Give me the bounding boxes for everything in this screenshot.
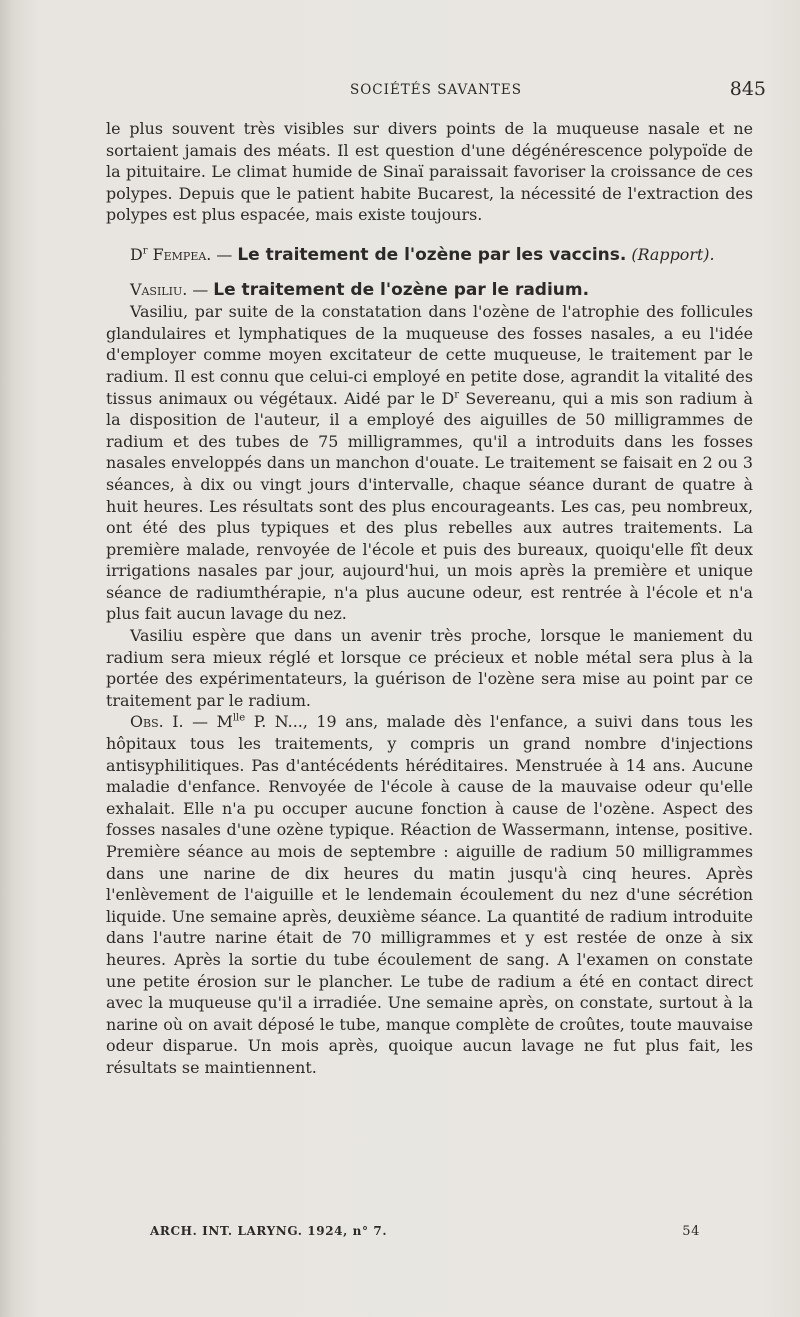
heading-title: Le traitement de l'ozène par les vaccins. bbox=[237, 244, 627, 265]
paragraph-text: Vasiliu, par suite de la constatation dans l'ozène de l'atrophie des follicules glandulaires et lymphatiques de la muqueuse des fosses nasales, a eu l'idée d'employer comme moyen excitateur de cette muqueuse, le traitement par le radium. Il est connu que celui-ci employé en petite dose, agrandit la vitalité des tissus animaux ou végétaux. Aidé par le D bbox=[106, 302, 753, 408]
obs-number: I. — M bbox=[163, 712, 233, 732]
heading-title: Le traitement de l'ozène par le radium. bbox=[213, 279, 590, 300]
heading-author-prefix: D bbox=[130, 244, 143, 264]
heading-dash: — bbox=[211, 244, 238, 264]
section-heading-fempea bbox=[106, 244, 753, 267]
page-number: 845 bbox=[729, 78, 766, 100]
footer bbox=[150, 1222, 700, 1244]
journal-reference: ARCH. INT. LARYNG. 1924, n° 7. bbox=[150, 1224, 388, 1238]
heading-author-name: Vasiliu. bbox=[130, 279, 188, 299]
intro-paragraph: le plus souvent très visibles sur divers points de la muqueuse nasale et ne sortaient jamais des méats. Il est question d'une dégénérescence polypoïde de la pituitaire. Le climat humide de Sinaï paraissait favoriser la croissance de ces polypes. Depuis que le patient habite Bucarest, la nécessité de l'extraction des polypes est plus espacée, mais existe toujours. bbox=[106, 119, 753, 225]
observation-paragraph bbox=[106, 711, 753, 1078]
obs-label: Obs. bbox=[130, 712, 164, 732]
superscript: r bbox=[454, 389, 459, 401]
obs-superscript: lle bbox=[232, 713, 246, 725]
signature-number: 54 bbox=[682, 1224, 700, 1239]
running-head bbox=[106, 78, 766, 102]
heading-dash: — bbox=[187, 279, 214, 299]
paragraph-text: Severeanu, qui a mis son radium à la disposition de l'auteur, il a employé des aiguilles de 50 milligrammes de radium et des tubes de 75 milligrammes, qu'il a introduits dans les fosses nasales enveloppés dans un manchon d'ouate. Le traitement se faisait en 2 ou 3 séances, à dix ou vingt jours d'intervalle, chaque séance durant de quatre à huit heures. Les résultats sont des plus encourageants. Les cas, peu nombreux, ont été des plus typiques et des plus rebelles aux autres traitements. La première malade, renvoyée de l'école et puis des bureaux, quoiqu'elle fît deux irrigations nasales par jour, aujourd'hui, un mois après la première et unique séance de radiumthérapie, n'a plus aucune odeur, est rentrée à l'école et n'a plus fait aucun lavage du nez. bbox=[106, 388, 753, 624]
paragraph-vasiliu-1 bbox=[106, 301, 753, 625]
section-heading-vasiliu bbox=[106, 279, 753, 302]
heading-author-sup: r bbox=[142, 245, 148, 257]
body-text bbox=[106, 118, 753, 1079]
obs-text: P. N..., 19 ans, malade dès l'enfance, a suivi dans tous les hôpitaux tous les traitements, y compris un grand nombre d'injections antisyphilitiques. Pas d'antécédents héréditaires. Menstruée à 14 ans. Aucune maladie d'enfance. Renvoyée de l'école à cause de la mauvaise odeur qu'elle exhalait. Elle n'a pu occuper aucune fonction à cause de l'ozène. Aspect des fosses nasales d'une ozène typique. Réaction de Wassermann, intense, positive. Première séance au mois de septembre : aiguille de radium 50 milligrammes dans une narine de dix heures du matin jusqu'à cinq heures. Après l'enlèvement de l'aiguille et le lendemain écoulement du nez d'une sécrétion liquide. Une semaine après, deuxième séance. La quantité de radium introduite dans l'autre narine était de 70 milligrammes et y est restée de onze à six heures. Après la sortie du tube écoulement de sang. A l'examen on constate une petite érosion sur le plancher. Le tube de radium a été en contact direct avec la muqueuse qu'il a irradiée. Une semaine après, on constate, surtout à la narine où on avait déposé le tube, manque complète de croûtes, toute mauvaise odeur disparue. Un mois après, quoique aucun lavage ne fut plus fait, les résultats se maintiennent. bbox=[106, 712, 753, 1077]
running-title: SOCIÉTÉS SAVANTES bbox=[349, 82, 523, 98]
heading-author-name: Fempea. bbox=[152, 244, 212, 264]
paragraph-vasiliu-2: Vasiliu espère que dans un avenir très proche, lorsque le maniement du radium sera mieux réglé et lorsque ce précieux et noble métal sera plus à la portée des expérimentateurs, la guérison de l'ozène sera mise au point par ce traitement par le radium. bbox=[106, 626, 753, 710]
heading-rapport: (Rapport). bbox=[631, 244, 715, 264]
